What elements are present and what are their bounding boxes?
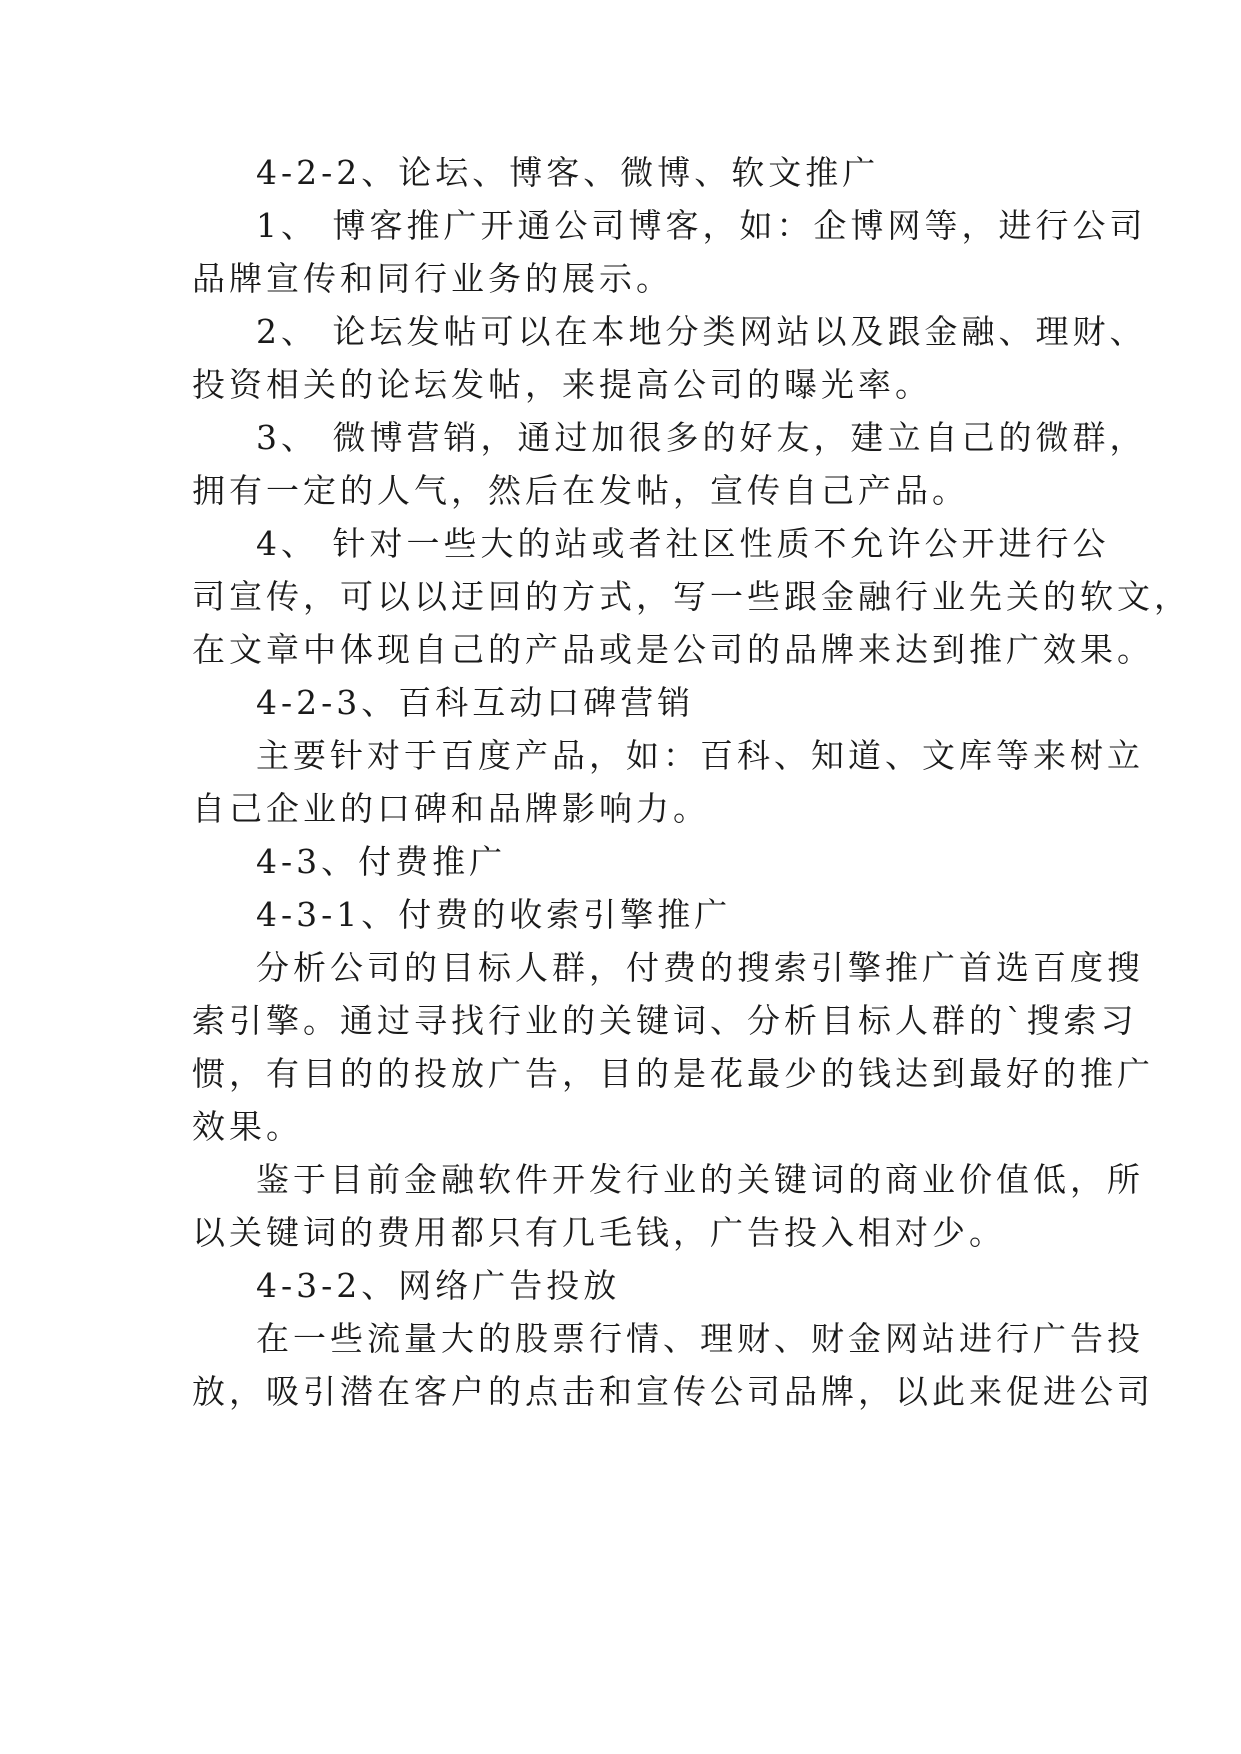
heading-4-2-3: 4-2-3、百科互动口碑营销 [256,683,695,722]
paragraph-line: 3、 微博营销，通过加很多的好友，建立自己的微群， [256,418,1147,457]
paragraph-line: 自己企业的口碑和品牌影响力。 [192,789,710,828]
paragraph-line: 在文章中体现自己的产品或是公司的品牌来达到推广效果。 [192,630,1154,669]
paragraph-line: 主要针对于百度产品，如：百科、知道、文库等来树立 [256,736,1144,775]
paragraph-line: 2、 论坛发帖可以在本地分类网站以及跟金融、理财、 [256,312,1147,351]
paragraph-line: 索引擎。通过寻找行业的关键词、分析目标人群的`搜索习 [192,1001,1138,1040]
paragraph-line: 分析公司的目标人群，付费的搜索引擎推广首选百度搜 [256,948,1144,987]
paragraph-line: 惯，有目的的投放广告，目的是花最少的钱达到最好的推广 [192,1054,1154,1093]
heading-4-3: 4-3、付费推广 [256,842,507,881]
heading-4-3-2: 4-3-2、网络广告投放 [256,1266,621,1305]
paragraph-line: 在一些流量大的股票行情、理财、财金网站进行广告投 [256,1319,1144,1358]
paragraph-line: 4、 针对一些大的站或者社区性质不允许公开进行公 [256,524,1110,563]
paragraph-line: 品牌宣传和同行业务的展示。 [192,259,673,298]
heading-4-2-2: 4-2-2、论坛、博客、微博、软文推广 [256,153,880,192]
paragraph-line: 司宣传，可以以迂回的方式，写一些跟金融行业先关的软文， [192,577,1191,616]
paragraph-line: 鉴于目前金融软件开发行业的关键词的商业价值低，所 [256,1160,1144,1199]
heading-4-3-1: 4-3-1、付费的收索引擎推广 [256,895,732,934]
paragraph-line: 投资相关的论坛发帖，来提高公司的曝光率。 [192,365,932,404]
paragraph-line: 拥有一定的人气，然后在发帖，宣传自己产品。 [192,471,969,510]
paragraph-line: 1、 博客推广开通公司博客，如：企博网等，进行公司 [256,206,1147,245]
paragraph-line: 放，吸引潜在客户的点击和宣传公司品牌，以此来促进公司 [192,1372,1154,1411]
paragraph-line: 效果。 [192,1107,303,1146]
paragraph-line: 以关键词的费用都只有几毛钱，广告投入相对少。 [192,1213,1006,1252]
